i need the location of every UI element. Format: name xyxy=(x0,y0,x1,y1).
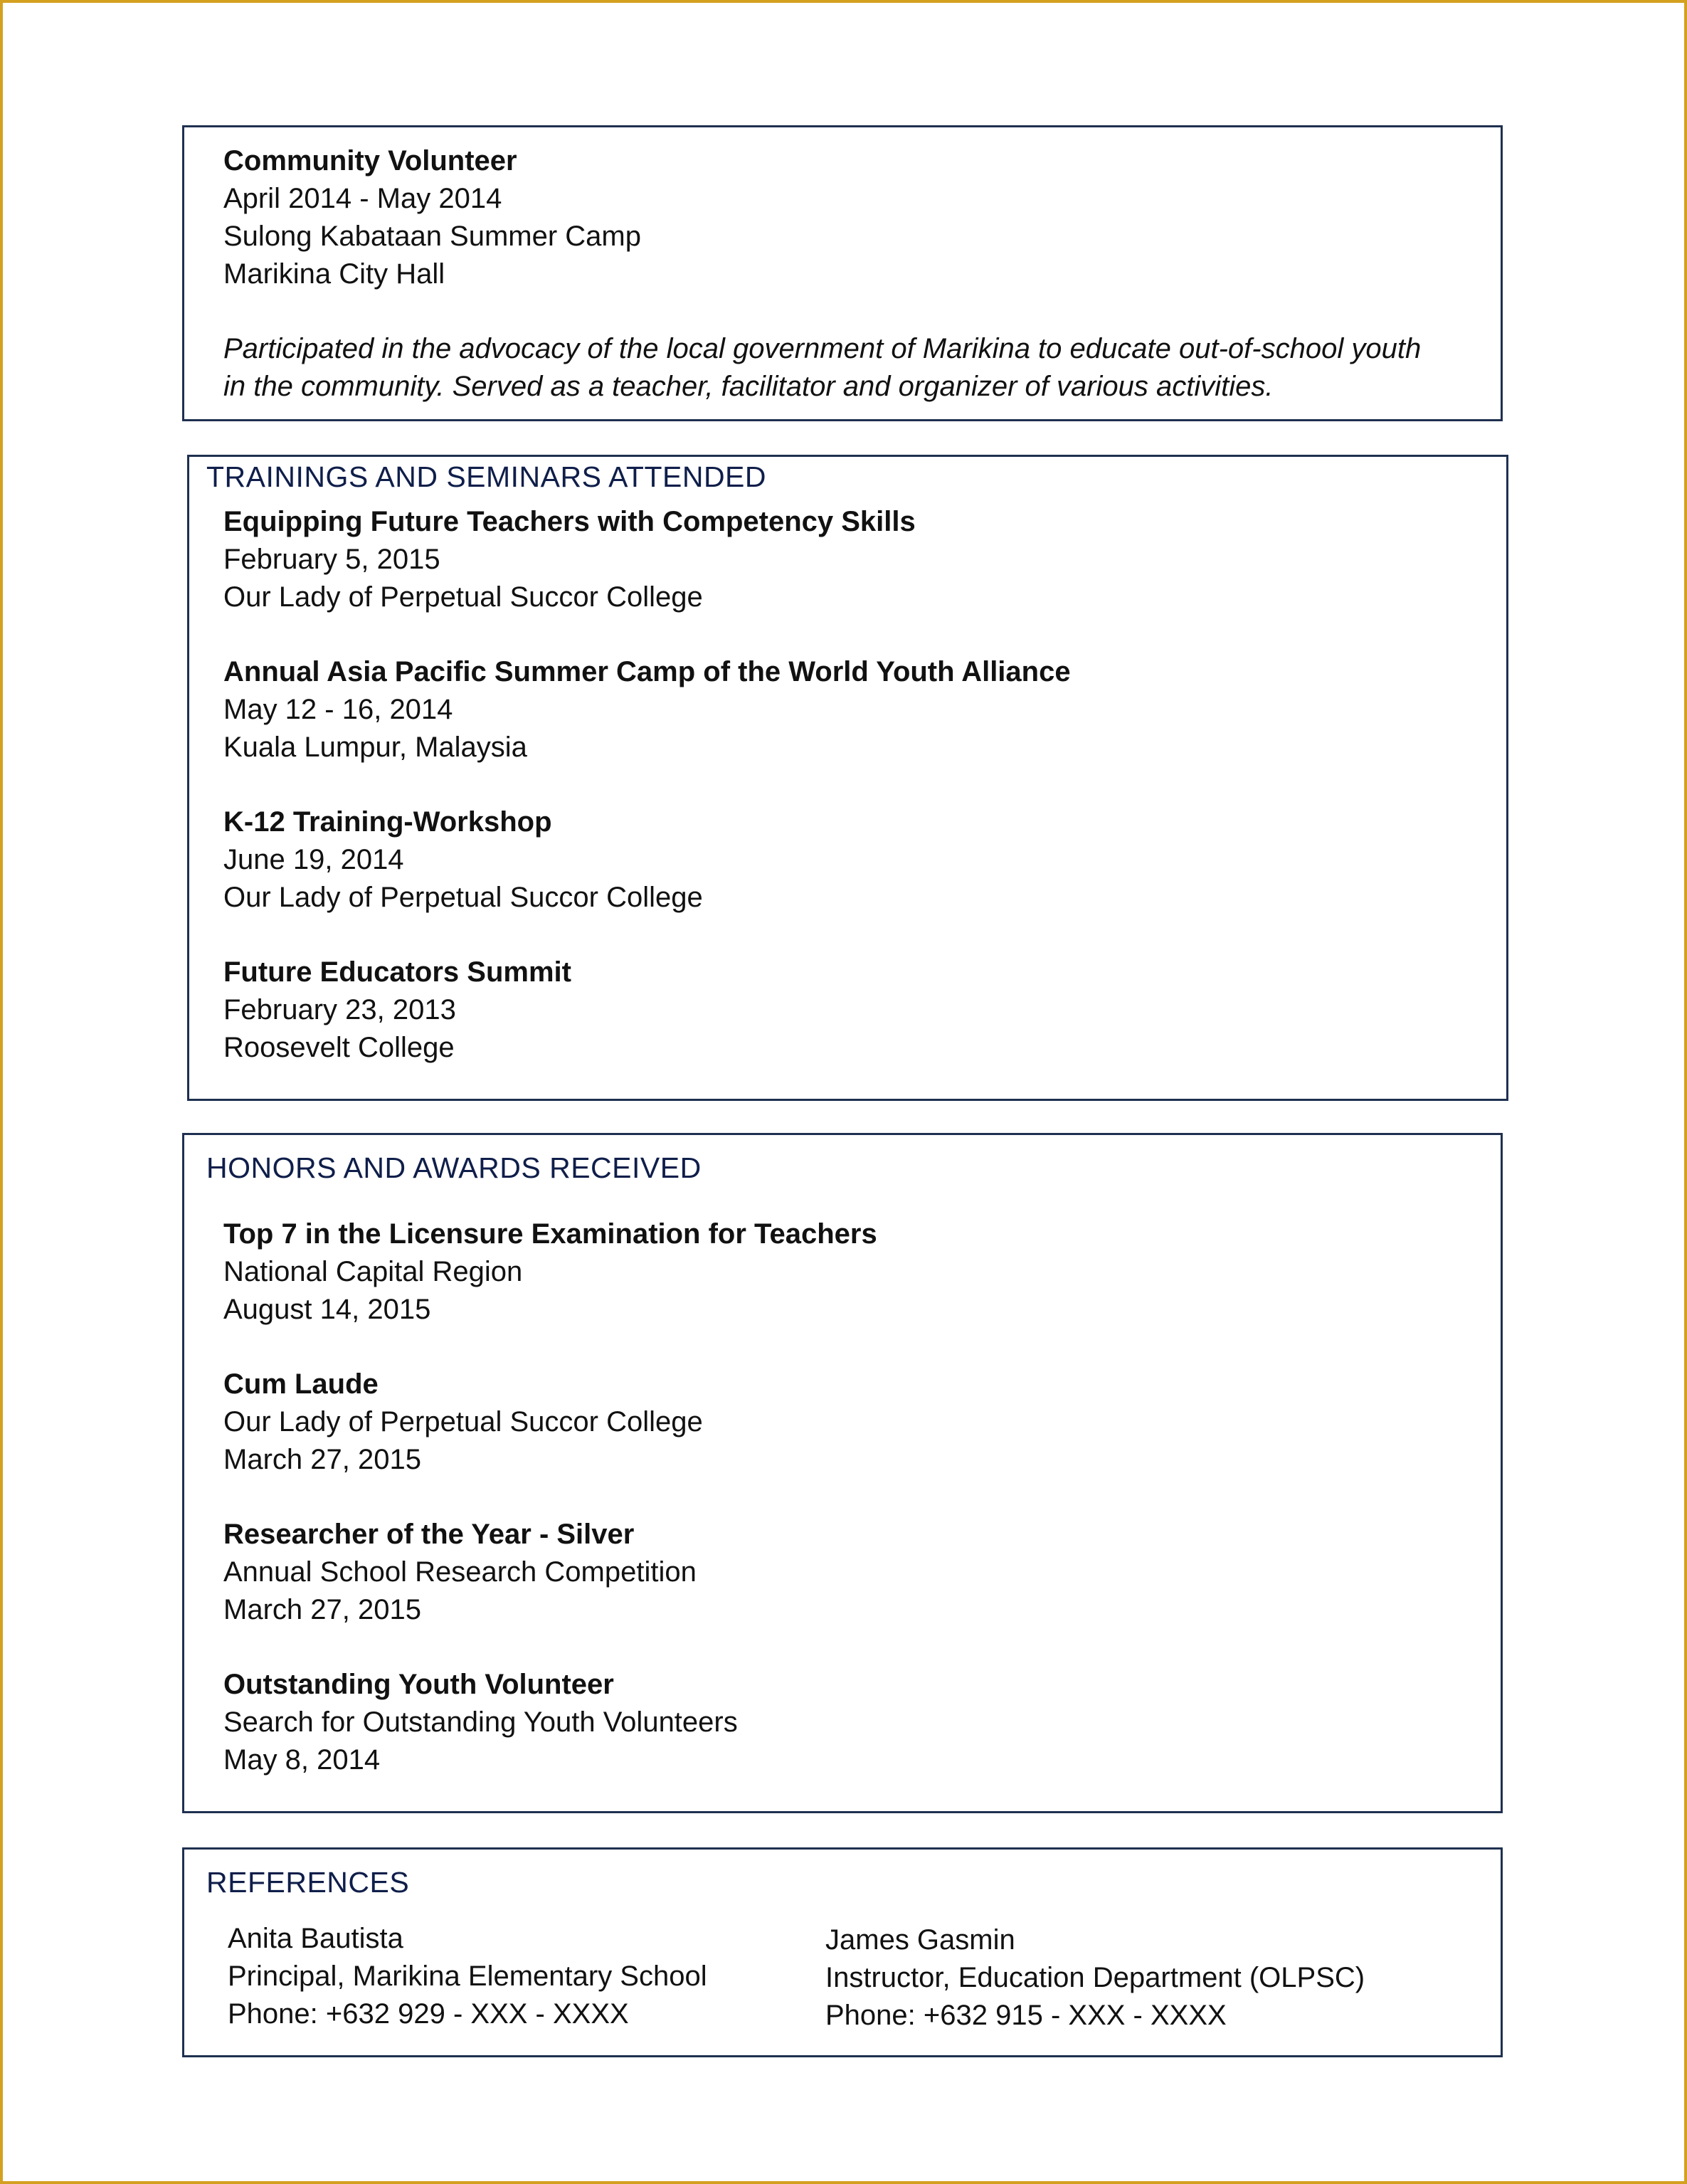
training-item xyxy=(223,653,1071,766)
volunteer-description-line: Participated in the advocacy of the local government of Marikina to educate out-of-school youth xyxy=(223,333,1422,364)
honor-detail: Search for Outstanding Youth Volunteers xyxy=(223,1706,738,1738)
honor-date: August 14, 2015 xyxy=(223,1294,431,1325)
reference-phone: Phone: +632 915 - XXX - XXXX xyxy=(825,2000,1227,2031)
honor-title: Cum Laude xyxy=(223,1368,379,1400)
reference-position: Instructor, Education Department (OLPSC) xyxy=(825,1962,1365,1993)
honor-item xyxy=(223,1516,697,1629)
honor-date: March 27, 2015 xyxy=(223,1444,421,1475)
reference-position: Principal, Marikina Elementary School xyxy=(228,1961,707,1992)
training-title: Annual Asia Pacific Summer Camp of the World Youth Alliance xyxy=(223,656,1071,687)
honor-detail: Annual School Research Competition xyxy=(223,1556,697,1588)
training-date: May 12 - 16, 2014 xyxy=(223,694,453,725)
volunteer-program: Sulong Kabataan Summer Camp xyxy=(223,221,641,252)
training-venue: Roosevelt College xyxy=(223,1032,455,1063)
volunteer-title: Community Volunteer xyxy=(223,145,517,176)
training-title: Equipping Future Teachers with Competency Skills xyxy=(223,506,916,537)
honor-item xyxy=(223,1215,877,1329)
training-item xyxy=(223,503,916,616)
training-title: Future Educators Summit xyxy=(223,956,571,988)
training-title: K-12 Training-Workshop xyxy=(223,806,552,838)
volunteer-description-line: in the community. Served as a teacher, facilitator and organizer of various activities. xyxy=(223,371,1274,402)
honor-title: Researcher of the Year - Silver xyxy=(223,1519,635,1550)
training-date: February 5, 2015 xyxy=(223,544,440,575)
volunteer-entry xyxy=(223,142,641,293)
honor-detail: National Capital Region xyxy=(223,1256,523,1287)
trainings-heading: TRAININGS AND SEMINARS ATTENDED xyxy=(206,460,767,493)
reference-name: James Gasmin xyxy=(825,1924,1015,1956)
honor-date: May 8, 2014 xyxy=(223,1744,381,1776)
training-venue: Kuala Lumpur, Malaysia xyxy=(223,732,527,763)
volunteer-description xyxy=(223,330,1421,406)
training-venue: Our Lady of Perpetual Succor College xyxy=(223,882,703,913)
training-item xyxy=(223,954,571,1067)
honor-title: Top 7 in the Licensure Examination for Teachers xyxy=(223,1218,877,1250)
training-venue: Our Lady of Perpetual Succor College xyxy=(223,581,703,613)
honors-heading: HONORS AND AWARDS RECEIVED xyxy=(206,1151,702,1184)
reference-phone: Phone: +632 929 - XXX - XXXX xyxy=(228,1998,629,2030)
honor-title: Outstanding Youth Volunteer xyxy=(223,1669,614,1700)
training-date: June 19, 2014 xyxy=(223,844,404,875)
reference-card xyxy=(825,1921,1365,2035)
honor-date: March 27, 2015 xyxy=(223,1594,421,1625)
references-heading: REFERENCES xyxy=(206,1866,410,1899)
honor-detail: Our Lady of Perpetual Succor College xyxy=(223,1406,703,1437)
reference-card xyxy=(228,1920,707,2033)
training-item xyxy=(223,803,703,917)
honor-item xyxy=(223,1666,738,1779)
volunteer-date: April 2014 - May 2014 xyxy=(223,183,502,214)
honor-item xyxy=(223,1366,703,1479)
volunteer-location: Marikina City Hall xyxy=(223,258,445,290)
training-date: February 23, 2013 xyxy=(223,994,456,1025)
reference-name: Anita Bautista xyxy=(228,1923,403,1954)
